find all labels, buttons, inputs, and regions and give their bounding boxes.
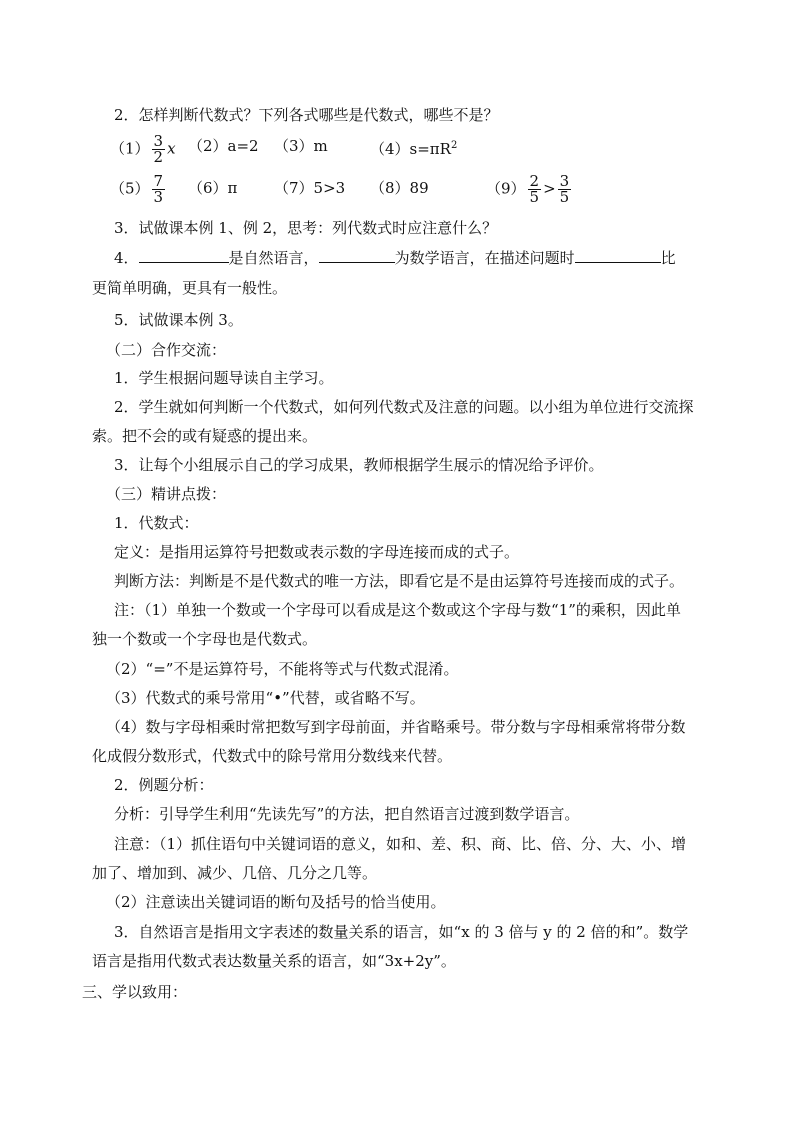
note-3: （3）代数式的乘号常用“•”代替，或省略不写。 — [106, 689, 425, 707]
attention-2: （2）注意读出关键词语的断句及括号的恰当使用。 — [106, 893, 446, 911]
section-2-point-1: 1．学生根据问题导读自主学习。 — [114, 369, 334, 387]
expression-5 — [110, 174, 167, 205]
fill-blank-3[interactable] — [575, 248, 661, 263]
question-4 — [114, 248, 676, 268]
section-2-point-2-line-1: 2．学生就如何判断一个代数式，如何列代数式及注意的问题。以小组为单位进行交流探 — [114, 398, 694, 416]
analysis-text: 分析：引导学生利用“先读先写”的方法，把自然语言过渡到数学语言。 — [114, 805, 580, 823]
language-definition-line-1: 3．自然语言是指用文字表述的数量关系的语言，如“x 的 3 倍与 y 的 2 倍的和”。数学 — [114, 923, 689, 941]
fraction-3-over-5 — [558, 174, 572, 205]
question-4-segment-2: 为数学语言，在描述问题时 — [394, 249, 575, 267]
attention-1-line-2: 加了、增加到、减少、几倍、几分之几等。 — [92, 864, 378, 882]
attention-1-line-1: 注意：（1）抓住语句中关键词语的意义，如和、差、积、商、比、倍、分、大、小、增 — [114, 835, 687, 853]
judgement-method-text: 判断方法：判断是不是代数式的唯一方法，即看它是不是由运算符号连接而成的式子。 — [114, 572, 685, 590]
section-3-title: （三）精讲点拨： — [106, 485, 227, 503]
question-5: 5．试做课本例 3。 — [114, 311, 243, 329]
section-2-point-3: 3．让每个小组展示自己的学习成果，教师根据学生展示的情况给予评价。 — [114, 456, 604, 474]
expression-7: （7）5>3 — [274, 179, 346, 197]
fill-blank-1[interactable] — [139, 248, 229, 263]
fraction-denominator: 3 — [153, 188, 164, 206]
note-2: （2）“=”不是运算符号，不能将等式与代数式混淆。 — [106, 660, 459, 678]
fraction-3-over-2 — [152, 134, 166, 165]
section-2-point-2-line-2: 索。把不会的或有疑惑的提出来。 — [92, 427, 318, 445]
fraction-numerator: 3 — [153, 132, 164, 150]
fraction-7-over-3 — [152, 174, 166, 205]
expression-8: （8）89 — [370, 179, 429, 197]
section-3-heading-2: 2．例题分析： — [114, 776, 214, 794]
language-definition-line-2: 语言是指用代数式表达数量关系的语言，如“3x+2y”。 — [92, 952, 456, 970]
expression-1-label: （1） — [110, 139, 150, 158]
fraction-2-over-5 — [528, 174, 542, 205]
fraction-denominator: 2 — [153, 148, 164, 166]
superscript: 2 — [450, 140, 458, 151]
expression-9-label: （9） — [486, 179, 526, 198]
greater-than-sign: > — [543, 179, 556, 198]
question-2-title: 2．怎样判断代数式？下列各式哪些是代数式，哪些不是？ — [114, 106, 499, 124]
question-4-segment-1: 是自然语言， — [228, 249, 319, 267]
expression-6: （6）π — [188, 179, 238, 197]
section-4-title: 三、学以致用： — [82, 983, 188, 1001]
expression-9 — [486, 174, 573, 205]
note-4-line-1: （4）数与字母相乘时常把数写到字母前面，并省略乘号。带分数与字母相乘常将带分数 — [106, 718, 686, 736]
expression-1 — [110, 134, 176, 165]
section-2-title: （二）合作交流： — [106, 341, 227, 359]
question-4-continuation: 更简单明确，更具有一般性。 — [92, 279, 288, 297]
section-3-heading-1: 1．代数式： — [114, 514, 199, 532]
expression-5-label: （5） — [110, 179, 150, 198]
fraction-numerator: 3 — [559, 172, 570, 190]
question-4-number: 4． — [114, 249, 139, 267]
definition-text: 定义：是指用运算符号把数或表示数的字母连接而成的式子。 — [114, 543, 520, 561]
expression-2: （2）a=2 — [188, 137, 259, 155]
note-1-line-2: 独一个数或一个字母也是代数式。 — [92, 630, 318, 648]
fraction-denominator: 5 — [559, 188, 570, 206]
variable-x: x — [167, 139, 176, 158]
fraction-numerator: 2 — [529, 172, 540, 190]
note-1-line-1: 注：（1）单独一个数或一个字母可以看成是这个数或这个字母与数“1”的乘积，因此单 — [114, 601, 681, 619]
expression-3: （3）m — [274, 137, 328, 155]
note-4-line-2: 化成假分数形式，代数式中的除号常用分数线来代替。 — [92, 747, 453, 765]
fill-blank-2[interactable] — [319, 248, 395, 263]
fraction-numerator: 7 — [153, 172, 164, 190]
question-4-segment-3: 比 — [660, 249, 676, 267]
expression-4-text: （4）s=πR — [370, 140, 451, 158]
fraction-denominator: 5 — [529, 188, 540, 206]
question-3: 3．试做课本例 1、例 2，思考：列代数式时应注意什么？ — [114, 219, 498, 237]
expression-4 — [370, 136, 457, 159]
